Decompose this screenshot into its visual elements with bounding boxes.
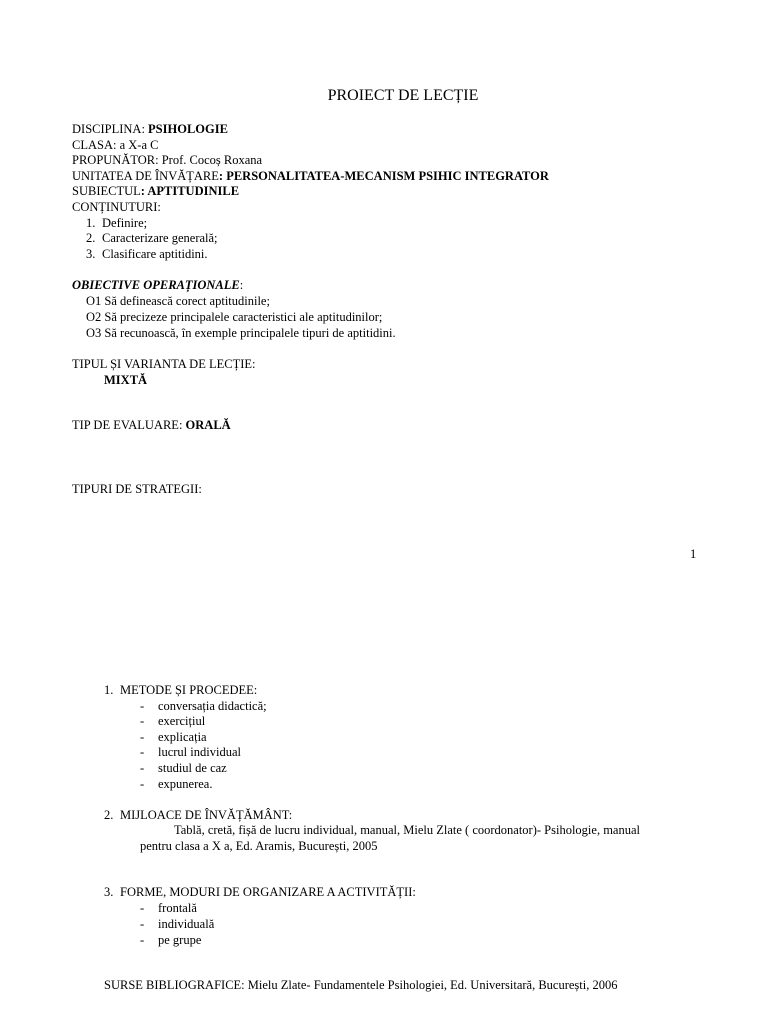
page-title: PROIECT DE LECȚIE bbox=[327, 87, 479, 104]
obiectiv-item: O2 Să precizeze principalele caracteristici ale aptitudinilor; bbox=[86, 310, 383, 324]
list-item bbox=[86, 246, 208, 262]
list-item bbox=[86, 230, 218, 246]
propunator-line bbox=[72, 152, 262, 168]
mijloace-label: MIJLOACE DE ÎNVĂȚĂMÂNT: bbox=[120, 808, 293, 822]
mijloace-line1: Tablă, cretă, fișă de lucru individual, manual, Mielu Zlate ( coordonator)- Psihologie, manual bbox=[174, 823, 640, 837]
subiectul-label: SUBIECTUL bbox=[72, 184, 141, 198]
mijloace-line2: pentru clasa a X a, Ed. Aramis, București, 2005 bbox=[140, 839, 378, 853]
list-number: 3. bbox=[104, 885, 114, 899]
disciplina-value: PSIHOLOGIE bbox=[148, 122, 228, 136]
propunator-value: : Prof. Cocoș Roxana bbox=[155, 153, 263, 167]
obiective-heading bbox=[72, 277, 243, 293]
forme-heading bbox=[104, 884, 416, 900]
subiectul-line bbox=[72, 183, 239, 199]
unitatea-label: UNITATEA DE ÎNVĂȚARE bbox=[72, 169, 219, 183]
mijloace-heading bbox=[104, 807, 292, 823]
metode-heading bbox=[104, 682, 257, 698]
clasa-line: CLASA: a X-a C bbox=[72, 138, 159, 152]
list-item: - individuală bbox=[140, 917, 215, 931]
list-number: 1. bbox=[104, 683, 114, 697]
list-item: - explicația bbox=[140, 730, 207, 744]
list-number: 3. bbox=[86, 247, 96, 261]
forme-label: FORME, MODURI DE ORGANIZARE A ACTIVITĂȚII: bbox=[120, 885, 416, 899]
obiectiv-item: O3 Să recunoască, în exemple principalele tipuri de aptitidini. bbox=[86, 326, 396, 340]
obiective-colon: : bbox=[239, 278, 244, 292]
list-text: Definire; bbox=[102, 216, 148, 230]
tipul-lectie-label: TIPUL ȘI VARIANTA DE LECȚIE: bbox=[72, 357, 256, 371]
list-text: Clasificare aptitidini. bbox=[102, 247, 208, 261]
list-item: - frontală bbox=[140, 901, 197, 915]
disciplina-label: DISCIPLINA: bbox=[72, 122, 149, 136]
unitatea-line bbox=[72, 168, 549, 184]
continuturi-label: CONȚINUTURI: bbox=[72, 200, 161, 214]
propunator-label: PROPUNĂTOR bbox=[72, 153, 156, 167]
list-number: 2. bbox=[86, 231, 96, 245]
evaluare-label: TIP DE EVALUARE: bbox=[72, 418, 186, 432]
list-number: 2. bbox=[104, 808, 114, 822]
list-text: Caracterizare generală; bbox=[102, 231, 218, 245]
unitatea-value: : PERSONALITATEA-MECANISM PSIHIC INTEGRATOR bbox=[218, 169, 549, 183]
evaluare-value: ORALĂ bbox=[185, 418, 231, 432]
list-item: - pe grupe bbox=[140, 933, 202, 947]
obiectiv-item: O1 Să definească corect aptitudinile; bbox=[86, 294, 270, 308]
list-number: 1. bbox=[86, 216, 96, 230]
list-item: - expunerea. bbox=[140, 777, 213, 791]
page-number: 1 bbox=[690, 547, 697, 561]
list-item: - lucrul individual bbox=[140, 745, 241, 759]
evaluare-line bbox=[72, 417, 231, 433]
list-item bbox=[86, 215, 147, 231]
disciplina-line bbox=[72, 121, 228, 137]
obiective-label: OBIECTIVE OPERAȚIONALE bbox=[72, 278, 240, 292]
subiectul-value: : APTITUDINILE bbox=[140, 184, 240, 198]
list-item: - conversația didactică; bbox=[140, 699, 267, 713]
surse-bibliografice: SURSE BIBLIOGRAFICE: Mielu Zlate- Fundamentele Psihologiei, Ed. Universitară, București, 2006 bbox=[104, 978, 618, 992]
tipul-lectie-value: MIXTĂ bbox=[104, 373, 148, 387]
strategii-label: TIPURI DE STRATEGII: bbox=[72, 482, 202, 496]
list-item: - exercițiul bbox=[140, 714, 206, 728]
list-item: - studiul de caz bbox=[140, 761, 227, 775]
metode-label: METODE ȘI PROCEDEE: bbox=[120, 683, 258, 697]
